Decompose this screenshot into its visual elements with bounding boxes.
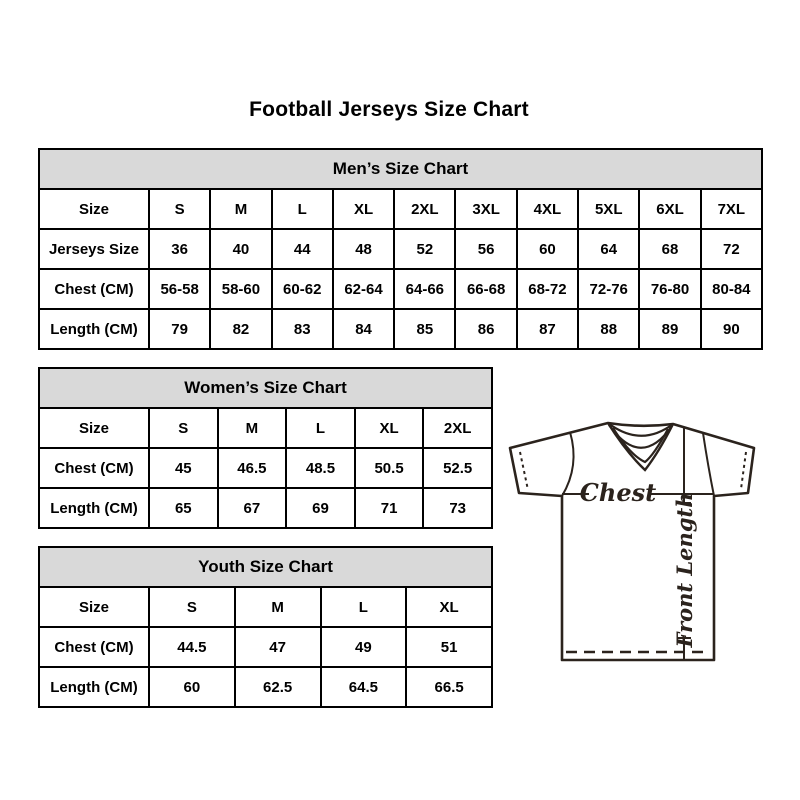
value-cell: 44 — [272, 229, 333, 269]
size-column-header: 5XL — [578, 189, 639, 229]
womens-size-table — [38, 367, 493, 529]
value-cell: 40 — [210, 229, 271, 269]
value-cell: 82 — [210, 309, 271, 349]
size-column-header: L — [286, 408, 355, 448]
size-column-header: 6XL — [639, 189, 700, 229]
value-cell: 76-80 — [639, 269, 700, 309]
value-cell: 62-64 — [333, 269, 394, 309]
table-row — [39, 269, 762, 309]
row-label: Length (CM) — [39, 488, 149, 528]
value-cell: 64.5 — [321, 667, 407, 707]
size-column-header: 2XL — [423, 408, 492, 448]
chest-label: Chest — [579, 478, 657, 507]
table-header-row — [39, 189, 762, 229]
value-cell: 51 — [406, 627, 492, 667]
value-cell: 48 — [333, 229, 394, 269]
value-cell: 56-58 — [149, 269, 210, 309]
size-column-header: XL — [333, 189, 394, 229]
value-cell: 66.5 — [406, 667, 492, 707]
row-label: Size — [39, 189, 149, 229]
value-cell: 79 — [149, 309, 210, 349]
value-cell: 87 — [517, 309, 578, 349]
table-title: Men’s Size Chart — [39, 149, 762, 189]
table-title: Women’s Size Chart — [39, 368, 492, 408]
size-column-header: 3XL — [455, 189, 516, 229]
value-cell: 88 — [578, 309, 639, 349]
row-label: Chest (CM) — [39, 448, 149, 488]
value-cell: 85 — [394, 309, 455, 349]
value-cell: 45 — [149, 448, 218, 488]
value-cell: 46.5 — [218, 448, 287, 488]
value-cell: 66-68 — [455, 269, 516, 309]
size-column-header: M — [218, 408, 287, 448]
value-cell: 44.5 — [149, 627, 235, 667]
mens-size-table — [38, 148, 763, 350]
size-column-header: L — [272, 189, 333, 229]
collar-v-inner — [613, 428, 668, 462]
size-column-header: M — [210, 189, 271, 229]
table-row — [39, 627, 492, 667]
value-cell: 90 — [701, 309, 762, 349]
value-cell: 58-60 — [210, 269, 271, 309]
size-column-header: 2XL — [394, 189, 455, 229]
right-armhole-seam — [703, 433, 714, 496]
size-column-header: S — [149, 587, 235, 627]
value-cell: 56 — [455, 229, 516, 269]
left-armhole-seam — [562, 432, 574, 496]
value-cell: 84 — [333, 309, 394, 349]
table-row — [39, 667, 492, 707]
row-label: Chest (CM) — [39, 269, 149, 309]
value-cell: 73 — [423, 488, 492, 528]
jersey-outline — [510, 423, 754, 660]
value-cell: 49 — [321, 627, 407, 667]
table-row — [39, 309, 762, 349]
value-cell: 68 — [639, 229, 700, 269]
size-column-header: S — [149, 408, 218, 448]
value-cell: 47 — [235, 627, 321, 667]
right-cuff-stitching — [741, 452, 746, 489]
size-column-header: XL — [355, 408, 424, 448]
value-cell: 68-72 — [517, 269, 578, 309]
page-title: Football Jerseys Size Chart — [249, 98, 529, 121]
row-label: Size — [39, 587, 149, 627]
size-column-header: L — [321, 587, 407, 627]
left-cuff-stitching — [520, 452, 528, 490]
value-cell: 52 — [394, 229, 455, 269]
value-cell: 86 — [455, 309, 516, 349]
table-row — [39, 448, 492, 488]
value-cell: 72-76 — [578, 269, 639, 309]
table-row — [39, 488, 492, 528]
value-cell: 72 — [701, 229, 762, 269]
value-cell: 64 — [578, 229, 639, 269]
value-cell: 60-62 — [272, 269, 333, 309]
value-cell: 65 — [149, 488, 218, 528]
value-cell: 89 — [639, 309, 700, 349]
size-column-header: XL — [406, 587, 492, 627]
value-cell: 50.5 — [355, 448, 424, 488]
value-cell: 64-66 — [394, 269, 455, 309]
table-title: Youth Size Chart — [39, 547, 492, 587]
size-column-header: M — [235, 587, 321, 627]
row-label: Jerseys Size — [39, 229, 149, 269]
value-cell: 60 — [149, 667, 235, 707]
value-cell: 83 — [272, 309, 333, 349]
size-column-header: S — [149, 189, 210, 229]
value-cell: 69 — [286, 488, 355, 528]
value-cell: 52.5 — [423, 448, 492, 488]
table-row — [39, 229, 762, 269]
table-header-row — [39, 587, 492, 627]
jersey-measurement-diagram — [502, 400, 772, 695]
youth-size-table — [38, 546, 493, 708]
row-label: Size — [39, 408, 149, 448]
value-cell: 48.5 — [286, 448, 355, 488]
front-length-label: Front Length — [672, 492, 697, 648]
row-label: Length (CM) — [39, 309, 149, 349]
row-label: Chest (CM) — [39, 627, 149, 667]
table-header-row — [39, 408, 492, 448]
value-cell: 62.5 — [235, 667, 321, 707]
size-column-header: 4XL — [517, 189, 578, 229]
size-column-header: 7XL — [701, 189, 762, 229]
value-cell: 67 — [218, 488, 287, 528]
row-label: Length (CM) — [39, 667, 149, 707]
value-cell: 71 — [355, 488, 424, 528]
value-cell: 80-84 — [701, 269, 762, 309]
value-cell: 60 — [517, 229, 578, 269]
value-cell: 36 — [149, 229, 210, 269]
